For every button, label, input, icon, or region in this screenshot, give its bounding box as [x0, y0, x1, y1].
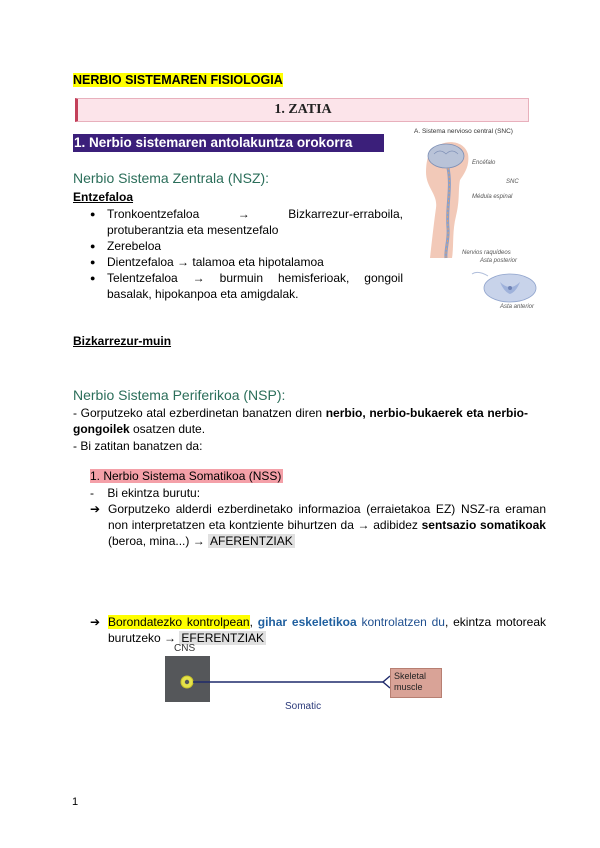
- cns-anatomy-illustration: [412, 128, 540, 313]
- nsz-heading: Nerbio Sistema Zentrala (NSZ):: [73, 170, 270, 186]
- label-medula: Médula espinal: [472, 194, 513, 200]
- efferent-tag: EFERENTZIAK: [181, 631, 265, 645]
- nss-arrow-item-afferent: ➔ Gorputzeko alderdi ezberdinetako informazioa (erraietakoa EZ) NSZ-ra eraman non interpretatzen eta kontziente bihurtzen da → adibidez sentsazio somatikoak (beroa, mina...) → AFERENTZIAK: [90, 502, 546, 548]
- afferent-tag: AFERENTZIAK: [210, 534, 293, 548]
- nsp-paragraph-2: - Bi zatitan banatzen da:: [73, 439, 203, 453]
- section-heading: 1. Nerbio sistemaren antolakuntza orokorra: [73, 134, 384, 152]
- nss-dash-item: - Bi ekintza burutu:: [90, 486, 201, 500]
- nsz-bullet-list: [90, 206, 403, 302]
- skeletal-muscle-box: Skeletal muscle: [390, 668, 442, 698]
- list-item: ● Dientzefaloa → talamoa eta hipotalamoa: [90, 254, 403, 270]
- nervous-system-figure: [412, 128, 540, 313]
- label-asta-posterior: Asta posterior: [480, 258, 518, 264]
- doc-title: NERBIO SISTEMAREN FISIOLOGIA: [73, 73, 283, 87]
- synapse-arrow-icon: [383, 676, 390, 688]
- page-number: 1: [72, 796, 79, 808]
- entzefaloa-subheading: Entzefaloa: [73, 190, 134, 204]
- part-banner: 1. ZATIA: [75, 98, 529, 122]
- label-nervios: Nervios raquídeos: [462, 250, 511, 256]
- label-asta-anterior: Asta anterior: [500, 304, 535, 310]
- nss-arrow-item-efferent: ➔ Borondatezko kontrolpean, gihar eskeletikoa kontrolatzen du, ekintza motoreak burutzeko → EFERENTZIAK: [90, 615, 546, 645]
- label-snc: SNC: [506, 179, 519, 185]
- list-item: ● Telentzefaloa → burmuin hemisferioak, gongoil basalak, hipokanpoa eta amigdalak.: [90, 270, 403, 302]
- list-item: ● Zerebeloa: [90, 238, 403, 254]
- somatic-diagram: [160, 640, 450, 720]
- nsp-heading: Nerbio Sistema Periferikoa (NSP):: [73, 387, 286, 403]
- arrow-icon: ➔: [90, 615, 101, 629]
- figure-title: A. Sistema nervioso central (SNC): [414, 128, 513, 135]
- spinal-cord-heading: Bizkarrezur-muin: [73, 334, 172, 348]
- somatic-label: Somatic: [285, 701, 322, 712]
- list-item: ● Tronkoentzefaloa → Bizkarrezur-erraboila, protuberantzia eta mesentzefalo: [90, 206, 403, 238]
- arrow-icon: ➔: [90, 502, 101, 516]
- label-encefalo: Encéfalo: [472, 160, 496, 166]
- nsp-paragraph-1: - Gorputzeko atal ezberdinetan banatzen diren nerbio, nerbio-bukaerek eta nerbio-gongoilek osatzen dute.: [73, 406, 529, 436]
- cns-label: CNS: [174, 643, 196, 654]
- nss-title: 1. Nerbio Sistema Somatikoa (NSS): [90, 469, 282, 483]
